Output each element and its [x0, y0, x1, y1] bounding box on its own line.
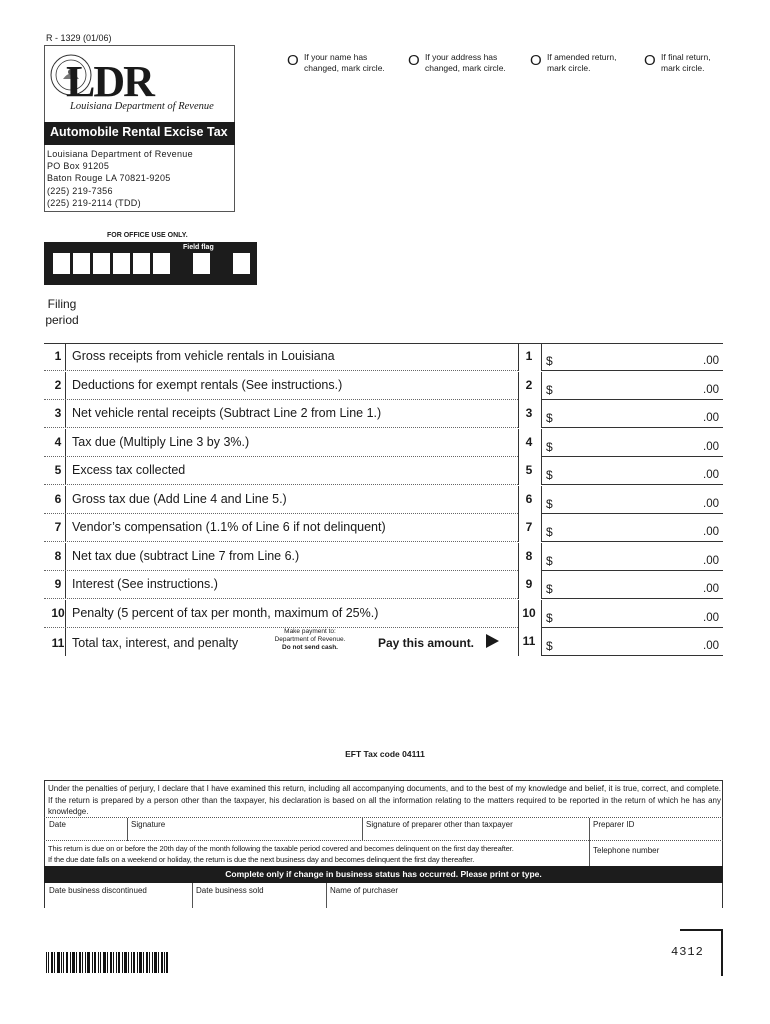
- arrow-right-icon: [486, 634, 499, 648]
- amount-field[interactable]: .00: [703, 440, 719, 453]
- field-flag-label: Field flag: [183, 244, 214, 251]
- form-title: Automobile Rental Excise Tax: [44, 122, 235, 145]
- option-text: changed, mark circle.: [304, 63, 385, 73]
- line-9-row: [44, 571, 723, 599]
- form-id: R - 1329 (01/06): [46, 33, 112, 43]
- office-box-cell: [153, 253, 170, 274]
- date-sold-field[interactable]: Date business sold: [196, 886, 264, 895]
- option-text: changed, mark circle.: [425, 63, 506, 73]
- line-4-row: [44, 429, 723, 457]
- agency-name: Louisiana Department of Revenue: [70, 101, 214, 112]
- eft-tax-code: EFT Tax code 04111: [345, 749, 425, 759]
- dollar-sign: $: [546, 525, 553, 539]
- pay-this-amount-label: Pay this amount.: [378, 636, 475, 650]
- field-flag-cell: [233, 253, 250, 274]
- date-field[interactable]: Date: [49, 820, 66, 829]
- line-description: Penalty (5 percent of tax per month, maximum of 25%.): [72, 605, 379, 620]
- amount-field[interactable]: .00: [703, 469, 719, 481]
- address-line: Baton Rouge LA 70821-9205: [47, 173, 171, 184]
- line-description: Total tax, interest, and penalty: [72, 636, 239, 650]
- office-box-cell: [113, 253, 130, 274]
- signature-row: [44, 817, 723, 840]
- amount-field[interactable]: .00: [703, 497, 719, 510]
- line-number-right: 1: [525, 349, 533, 363]
- option-text: mark circle.: [547, 63, 591, 73]
- address-change-circle[interactable]: O: [408, 52, 420, 69]
- line-description: Net vehicle rental receipts (Subtract Line 2 from Line 1.): [72, 406, 382, 420]
- line-number-right: 10: [522, 605, 536, 620]
- option-text: mark circle.: [661, 63, 705, 73]
- line-number: 5: [54, 463, 62, 477]
- dollar-sign: $: [546, 639, 553, 653]
- line-number-right: 9: [525, 577, 533, 591]
- telephone-field[interactable]: Telephone number: [593, 846, 660, 855]
- office-box-cell: [53, 253, 70, 274]
- option-text: If your name has: [304, 52, 368, 62]
- office-box-cell: [133, 253, 150, 274]
- payment-note-text: Make payment to:: [284, 628, 336, 635]
- address-line: Louisiana Department of Revenue: [47, 149, 193, 159]
- filing-period-label: [44, 297, 80, 328]
- field-flag-cell: [193, 253, 210, 274]
- line-number-right: 11: [522, 634, 536, 648]
- dollar-sign: $: [546, 553, 553, 568]
- office-box-cell: [93, 253, 110, 274]
- preparer-signature-field[interactable]: Signature of preparer other than taxpayer: [366, 820, 513, 829]
- line-2-row: [44, 372, 723, 400]
- dollar-sign: $: [546, 582, 553, 596]
- perjury-declaration: Under the penalties of perjury, I declare that I have examined this return, including all accompanying documents, and to the best of my knowledge and belief, it is true, correct, and complete. If the return is prepared by a person other than the taxpayer, his declaration is based on all the information relating to the matters required to be reported in the return of which he has any knowledge.: [48, 784, 721, 816]
- amount-field[interactable]: .00: [703, 554, 719, 567]
- mailing-address: [47, 148, 193, 209]
- line-number: 10: [51, 605, 65, 620]
- line-number: 2: [54, 377, 62, 392]
- line-description: Interest (See instructions.): [72, 577, 218, 591]
- line-number: 3: [54, 406, 62, 420]
- line-number: 9: [54, 577, 62, 591]
- office-use-label: FOR OFFICE USE ONLY.: [107, 232, 188, 239]
- line-5-row: [44, 457, 723, 485]
- dollar-sign: $: [546, 411, 553, 425]
- due-date-row: [44, 840, 723, 865]
- line-6-row: [44, 486, 723, 514]
- line-number: 8: [54, 548, 62, 563]
- barcode-icon: [46, 952, 168, 973]
- form-code: 4312: [671, 945, 704, 959]
- line-11-row: [44, 628, 723, 656]
- signature-field[interactable]: Signature: [131, 820, 166, 829]
- dollar-sign: $: [546, 496, 553, 511]
- address-line: (225) 219-2114 (TDD): [47, 197, 141, 208]
- line-description: Gross tax due (Add Line 4 and Line 5.): [72, 491, 287, 506]
- line-description: Net tax due (subtract Line 7 from Line 6.): [72, 548, 300, 563]
- address-line: PO Box 91205: [47, 161, 110, 172]
- due-date-text: [48, 843, 588, 865]
- dollar-sign: $: [546, 382, 553, 397]
- amount-field[interactable]: .00: [703, 640, 719, 652]
- date-discontinued-field[interactable]: Date business discontinued: [49, 886, 147, 895]
- line-description: Gross receipts from vehicle rentals in Louisiana: [72, 349, 335, 363]
- amount-field[interactable]: .00: [703, 412, 719, 424]
- line-10-row: [44, 600, 723, 628]
- amount-field[interactable]: .00: [703, 611, 719, 624]
- dollar-sign: $: [546, 354, 553, 368]
- business-status-row: [44, 883, 723, 908]
- filing-text: Filing: [47, 297, 77, 311]
- line-description: Excess tax collected: [72, 463, 186, 477]
- dollar-sign: $: [546, 468, 553, 482]
- amount-field[interactable]: .00: [703, 526, 719, 538]
- line-description: Tax due (Multiply Line 3 by 3%.): [72, 434, 250, 449]
- due-date-line: This return is due on or before the 20th day of the month following the taxable period covered and becomes delinquent on the first day thereafter.: [48, 844, 514, 853]
- line-number-right: 4: [525, 434, 533, 449]
- line-number-right: 8: [525, 548, 533, 563]
- option-text: If your address has: [425, 52, 498, 62]
- purchaser-name-field[interactable]: Name of purchaser: [330, 886, 399, 895]
- payment-note-text: Department of Revenue.: [274, 636, 346, 643]
- amount-field[interactable]: .00: [703, 355, 719, 367]
- line-description: Vendor’s compensation (1.1% of Line 6 if not delinquent): [72, 520, 386, 534]
- line-8-row: [44, 543, 723, 571]
- line-description: Deductions for exempt rentals (See instructions.): [72, 377, 343, 392]
- line-1-row: [44, 343, 723, 371]
- amount-field[interactable]: .00: [703, 383, 719, 396]
- line-number-right: 7: [525, 520, 533, 534]
- dollar-sign: $: [546, 610, 553, 625]
- filing-text: period: [45, 312, 79, 327]
- dollar-sign: $: [546, 439, 553, 454]
- preparer-id-field[interactable]: Preparer ID: [593, 820, 635, 829]
- line-number: 6: [54, 491, 62, 506]
- amount-field[interactable]: .00: [703, 583, 719, 595]
- line-number-right: 3: [525, 406, 533, 420]
- line-number-right: 5: [525, 463, 533, 477]
- line-number-right: 2: [525, 377, 533, 392]
- ldr-logo: LDR: [66, 57, 153, 106]
- name-change-circle[interactable]: O: [287, 52, 299, 69]
- option-text: If final return,: [661, 52, 711, 62]
- line-7-row: [44, 514, 723, 542]
- line-3-row: [44, 400, 723, 428]
- line-number: 4: [54, 434, 62, 449]
- business-status-banner: Complete only if change in business status has occurred. Please print or type.: [44, 866, 723, 883]
- amended-return-circle[interactable]: O: [530, 52, 542, 69]
- payment-note: [270, 628, 350, 652]
- final-return-circle[interactable]: O: [644, 52, 656, 69]
- option-text: If amended return,: [547, 52, 617, 62]
- line-number: 11: [51, 636, 65, 650]
- payment-note-text: Do not send cash.: [282, 644, 338, 651]
- due-date-line: If the due date falls on a weekend or holiday, the return is due the next business day and becomes delinquent the first day thereafter.: [48, 855, 475, 864]
- line-number: 1: [54, 349, 62, 363]
- line-number: 7: [54, 520, 62, 534]
- line-number-right: 6: [525, 491, 533, 506]
- office-box-cell: [73, 253, 90, 274]
- address-line: (225) 219-7356: [47, 185, 113, 196]
